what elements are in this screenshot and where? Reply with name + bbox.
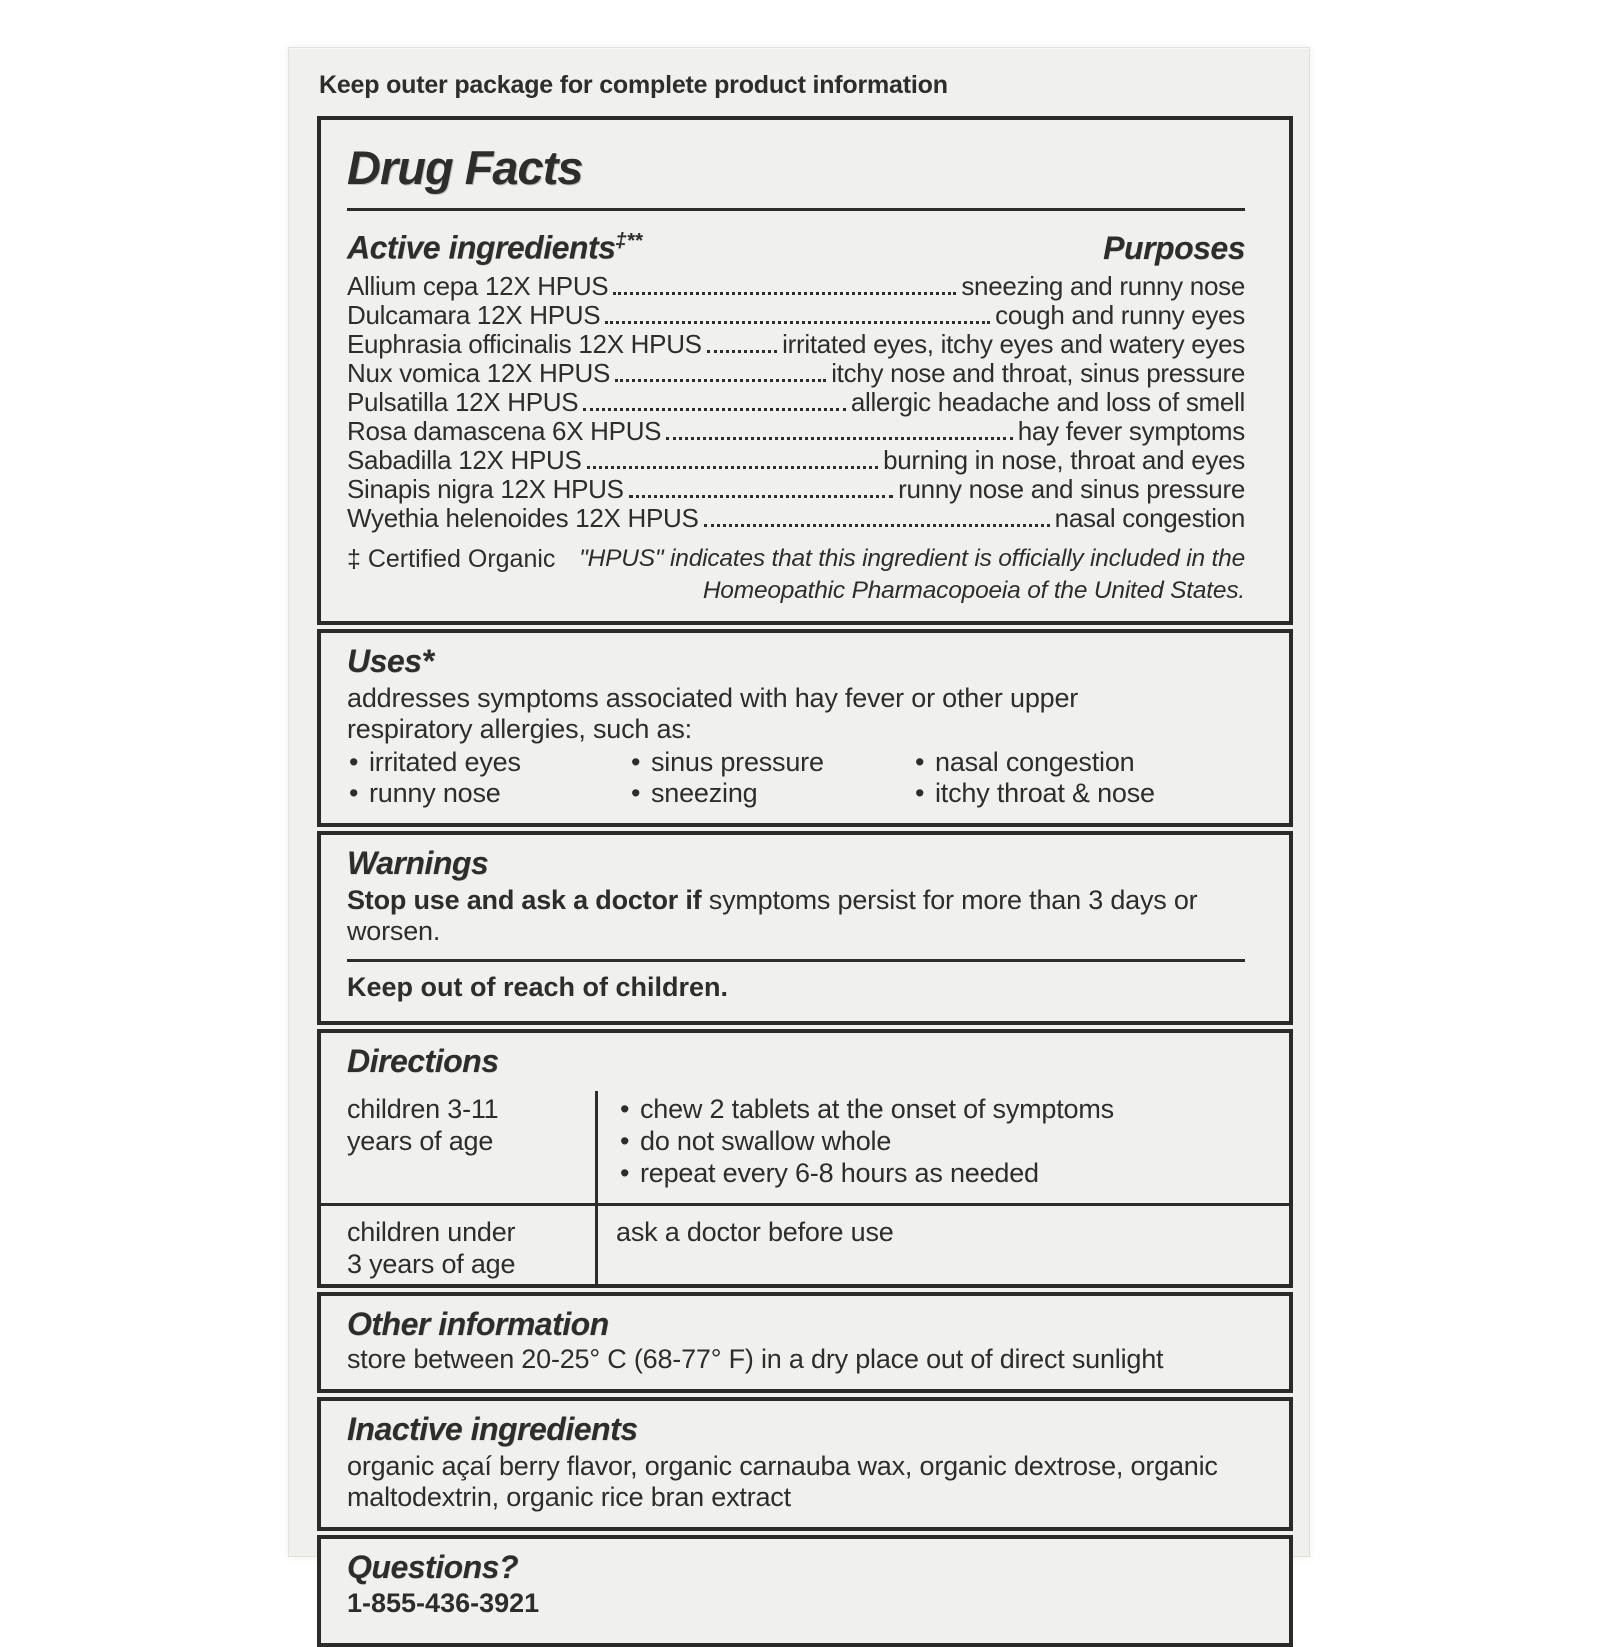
dotted-leader bbox=[605, 321, 990, 324]
ingredient-name: Sinapis nigra 12X HPUS bbox=[347, 473, 624, 504]
purposes-heading: Purposes bbox=[1103, 229, 1245, 266]
certified-organic-note: ‡ Certified Organic bbox=[347, 544, 556, 573]
directions-heading: Directions bbox=[347, 1042, 499, 1079]
stop-use-bold: Stop use and ask a doctor if bbox=[347, 884, 702, 915]
ingredient-row bbox=[347, 301, 1245, 330]
ingredient-row bbox=[347, 359, 1245, 388]
directions-instructions-cell bbox=[595, 1091, 1289, 1203]
ingredient-row bbox=[347, 388, 1245, 417]
questions-phone: 1-855-436-3921 bbox=[347, 1587, 540, 1618]
directions-age-cell: children 3-11 years of age bbox=[347, 1093, 499, 1156]
directions-age-cell: children under 3 years of age bbox=[347, 1216, 516, 1279]
uses-heading: Uses* bbox=[347, 642, 434, 679]
section-active-ingredients bbox=[317, 116, 1293, 625]
title-divider bbox=[347, 208, 1245, 211]
dotted-leader bbox=[587, 466, 879, 469]
certified-organic-markers: ‡** bbox=[615, 230, 643, 252]
ingredient-purpose: runny nose and sinus pressure bbox=[898, 473, 1245, 504]
keep-out-text: Keep out of reach of children. bbox=[347, 971, 729, 1002]
ingredient-row bbox=[347, 272, 1245, 301]
ingredient-purpose: cough and runny eyes bbox=[995, 299, 1245, 330]
ingredient-name: Allium cepa 12X HPUS bbox=[347, 270, 609, 301]
hpus-definition: "HPUS" indicates that this ingredient is officially included in the Homeopathic Pharmacopoeia of the United States. bbox=[579, 544, 1245, 604]
section-inactive-ingredients bbox=[317, 1397, 1293, 1531]
ingredient-name: Nux vomica 12X HPUS bbox=[347, 357, 611, 388]
instruction-item: • do not swallow whole bbox=[616, 1125, 1279, 1157]
section-uses bbox=[317, 629, 1293, 827]
uses-bullet-grid bbox=[347, 747, 1245, 809]
uses-bullet-item: • sneezing bbox=[629, 778, 913, 809]
warnings-heading: Warnings bbox=[347, 844, 489, 881]
inactive-ingredients-heading: Inactive ingredients bbox=[347, 1410, 638, 1447]
ingredient-purpose: allergic headache and loss of smell bbox=[850, 386, 1245, 417]
section-other-information bbox=[317, 1292, 1293, 1393]
active-ingredients-heading: Active ingredients‡** bbox=[347, 229, 643, 266]
dotted-leader bbox=[707, 350, 777, 353]
top-note: Keep outer package for complete product information bbox=[319, 71, 948, 99]
ingredient-row bbox=[347, 504, 1245, 533]
organic-footnote bbox=[347, 543, 1245, 607]
ingredient-purpose: sneezing and runny nose bbox=[961, 270, 1245, 301]
dotted-leader bbox=[704, 524, 1050, 527]
ingredient-row bbox=[347, 475, 1245, 504]
uses-bullet-item: • runny nose bbox=[347, 778, 629, 809]
uses-intro: addresses symptoms associated with hay fever or other upper respiratory allergies, such as: bbox=[347, 682, 1079, 744]
section-directions bbox=[317, 1029, 1293, 1288]
ingredient-row bbox=[347, 417, 1245, 446]
section-questions bbox=[317, 1535, 1293, 1647]
dotted-leader bbox=[666, 437, 1013, 440]
questions-heading: Questions? bbox=[347, 1548, 519, 1585]
ingredient-name: Dulcamara 12X HPUS bbox=[347, 299, 601, 330]
directions-table bbox=[321, 1091, 1289, 1284]
warnings-divider bbox=[347, 959, 1245, 962]
stop-use-text: Stop use and ask a doctor if symptoms persist for more than 3 days or worsen. bbox=[347, 884, 1198, 946]
active-ingredients-header bbox=[347, 221, 1245, 268]
ingredient-name: Wyethia helenoides 12X HPUS bbox=[347, 502, 699, 533]
dotted-leader bbox=[615, 379, 826, 382]
other-information-heading: Other information bbox=[347, 1305, 609, 1342]
uses-bullet-item: • sinus pressure bbox=[629, 747, 913, 778]
ingredient-name: Rosa damascena 6X HPUS bbox=[347, 415, 662, 446]
drug-facts-title: Drug Facts bbox=[347, 141, 583, 194]
package-back-panel bbox=[288, 47, 1310, 1618]
dotted-leader bbox=[613, 292, 956, 295]
uses-bullet-item: • irritated eyes bbox=[347, 747, 629, 778]
ingredient-purpose: hay fever symptoms bbox=[1017, 415, 1245, 446]
uses-bullet-item: • nasal congestion bbox=[913, 747, 1245, 778]
section-warnings bbox=[317, 831, 1293, 1025]
ingredient-purpose: burning in nose, throat and eyes bbox=[883, 444, 1245, 475]
ingredient-purpose: nasal congestion bbox=[1054, 502, 1245, 533]
ingredient-name: Euphrasia officinalis 12X HPUS bbox=[347, 328, 702, 359]
ingredient-purpose: irritated eyes, itchy eyes and watery eyes bbox=[782, 328, 1245, 359]
ingredient-purpose: itchy nose and throat, sinus pressure bbox=[831, 357, 1245, 388]
ingredient-list bbox=[347, 272, 1245, 533]
directions-row-children-under-3 bbox=[321, 1206, 1289, 1284]
ingredient-row bbox=[347, 446, 1245, 475]
storage-text: store between 20-25° C (68-77° F) in a dry place out of direct sunlight bbox=[347, 1343, 1164, 1374]
ingredient-name: Sabadilla 12X HPUS bbox=[347, 444, 582, 475]
dotted-leader bbox=[583, 408, 846, 411]
dotted-leader bbox=[629, 495, 893, 498]
ingredient-name: Pulsatilla 12X HPUS bbox=[347, 386, 579, 417]
uses-bullet-item: • itchy throat & nose bbox=[913, 778, 1245, 809]
instruction-item: • chew 2 tablets at the onset of symptoms bbox=[616, 1093, 1279, 1125]
inactive-ingredients-text: organic açaí berry flavor, organic carnauba wax, organic dextrose, organic maltodextrin, organic rice bran extract bbox=[347, 1450, 1218, 1512]
instruction-item: ask a doctor before use bbox=[616, 1216, 894, 1247]
directions-row-children-3-11 bbox=[321, 1091, 1289, 1206]
directions-instructions-cell bbox=[595, 1206, 1289, 1284]
ingredient-row bbox=[347, 330, 1245, 359]
instruction-item: • repeat every 6-8 hours as needed bbox=[616, 1157, 1279, 1189]
